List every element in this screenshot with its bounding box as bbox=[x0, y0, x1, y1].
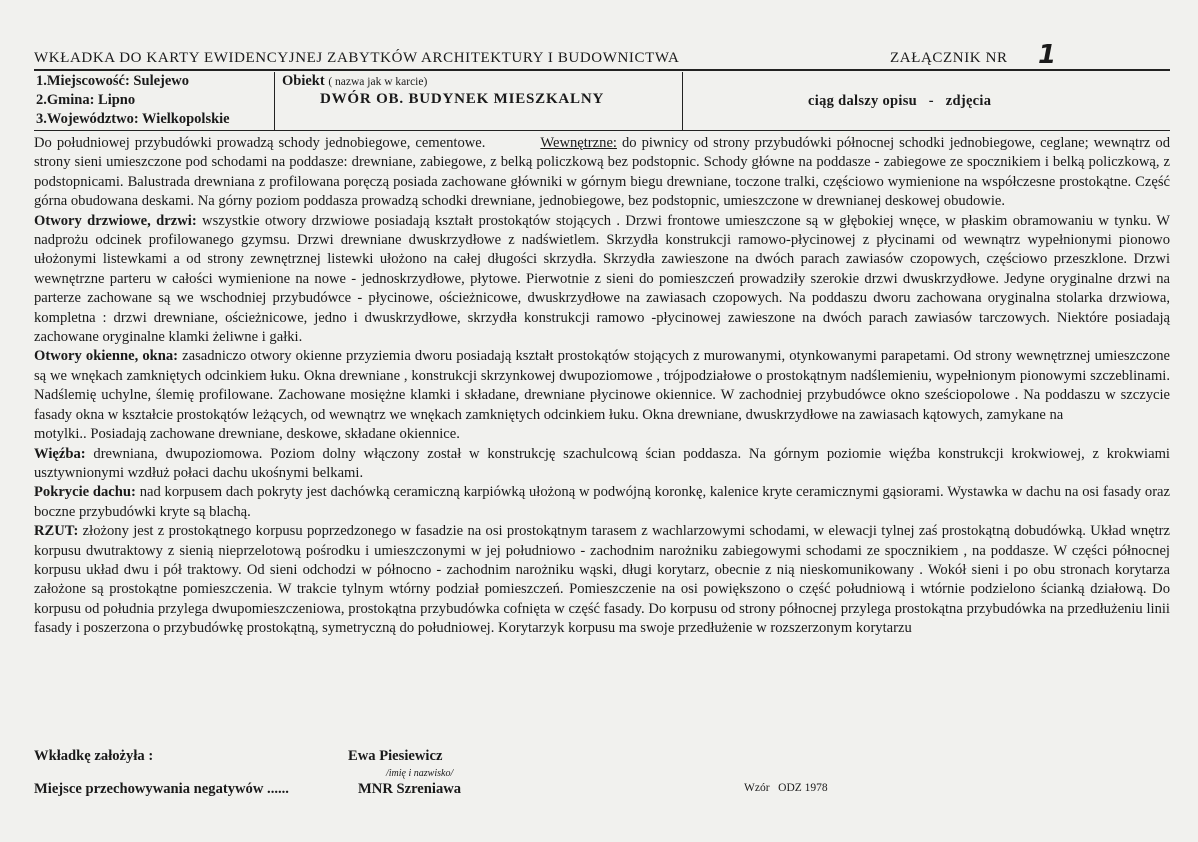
object-name: DWÓR OB. BUDYNEK MIESZKALNY bbox=[320, 91, 605, 107]
info-box bbox=[34, 72, 1170, 131]
paragraph-plan: RZUT: złożony jest z prostokątnego korpusu poprzedzonego w fasadzie na osi prostokątnym tarasem z wachlarzowymi schodami, w elewacji tylnej zaś prostokątną dobudówką. Układ wnętrz korpusu dwutraktowy z sienią nieprzelotową pośrodku i umieszczonymi w jej południowo - zachodnim narożniku zabiegowymi schodami ze spocznikiem , na poddasze. W części północnej korpusu układ dwu i pół traktowy. Od sieni odchodzi w północno - zachodnim narożniku wąski, długi korytarz, obecnie z nią nieskomunikowany . Wokół sieni i po obu stronach korytarza założone są prostokątne pomieszczenia. W trakcie tylnym wtórny podział pomieszczeń. Pomieszczenie na osi powiększono o część południową i wtórnie podzielono ścianką działową. Do korpusu od południa przylega dwupomieszczeniowa, prostokątna przybudówka cofnięta w część fasady. Do korpusu od strony północnej przylega prostokątna przybudówka na przedłużeniu linii fasady i poszerzona o przybudówkę prostokątną, symetryczną do południowej. Korytarzyk korpusu ma swoje przedłużenie w rozszerzonym korytarzu bbox=[34, 523, 1170, 637]
windows-heading: Otwory okienne, okna: bbox=[34, 348, 179, 365]
negatives-place: MNR Szreniawa bbox=[358, 781, 462, 797]
object-label: Obiekt bbox=[282, 73, 325, 89]
locality: 1.Miejscowość: Sulejewo bbox=[36, 73, 190, 89]
annex-label: ZAŁĄCZNIK NR bbox=[890, 50, 1008, 66]
paragraph-truss: Więźba: drewniana, dwupoziomowa. Poziom dolny włączony został w konstrukcję szachulcową ścian poddasza. Na górnym poziomie więźba konstrukcji krokwiowej, z krokwiami usztywnionymi wzdłuż połaci dachu ukośnymi belkami. bbox=[34, 445, 1170, 481]
location-column bbox=[34, 72, 275, 130]
description-body bbox=[34, 134, 1170, 639]
paragraph-doors: Otwory drzwiowe, drzwi: wszystkie otwory drzwiowe posiadają kształt prostokątów stojących . Drzwi frontowe umieszczone są w głębokiej wnęce, w płaskim obramowaniu w tynku. W nadprożu odcinek profilowanego gzymsu. Drzwi drewniane dwuskrzydłowe z nadświetlem. Skrzydła konstrukcji ramowo-płycinowej z płycinami od wewnątrz wypełnionymi pionowo ułożonymi listewkami a od strony zewnętrznej listewki ułożono na całej długości skrzydła. Skrzydła zawieszone na dwóch parach zawiasów czopowych, częściowo przeszklone. Drzwi wewnętrzne parteru w całości wymienione na nowe - jednoskrzydłowe, płytowe. Pierwotnie z sieni do pomieszczeń prowadziły szerokie drzwi dwuskrzydłowe. Jedyne oryginalne drzwi na parterze zachowane są we wschodniej przybudówce - płycinowe, ościeżnicowe, dwuskrzydłowe na zawiasach czopowych. Na poddaszu dworu zachowana oryginalna stolarka drzwiowa, kompletna : drzwi drewniane, ościeżnicowe, jedno i dwuskrzydłowe, skrzydła konstrukcji ramowo -płycinowej zawieszone na dwóch parach zawiasów tarczowych. Niektóre posiadają zachowane oryginalne klamki żeliwne i gałki. bbox=[34, 212, 1170, 346]
paragraph-roof: Pokrycie dachu: nad korpusem dach pokryty jest dachówką ceramiczną karpiówką ułożoną w podwójną koronkę, kalenice kryte ceramicznymi gąsiorami. Wystawka w dachu na osi fasady oraz boczne przybudówki kryte są blachą. bbox=[34, 484, 1171, 520]
doors-heading: Otwory drzwiowe, drzwi: bbox=[34, 212, 197, 229]
truss-heading: Więźba: bbox=[34, 445, 86, 462]
continuation-note: ciąg dalszy opisu - zdjęcia bbox=[808, 93, 992, 109]
founder-label: Wkładkę założyła : bbox=[34, 748, 154, 764]
document-title: WKŁADKA DO KARTY EWIDENCYJNEJ ZABYTKÓW ARCHITEKTURY I BUDOWNICTWA bbox=[34, 50, 680, 66]
annex-number: 1 bbox=[1038, 40, 1057, 70]
document-footer bbox=[34, 748, 1170, 818]
paragraph-stairs: Do południowej przybudówki prowadzą schody jednobiegowe, cementowe. Wewnętrzne: do piwnicy od strony przybudówki północnej schodki jednobiegowe, ceglane; wewnątrz od strony sieni umieszczone pod schodami na poddasze: drewniane, zabiegowe, z belką policzkową bez podstopnic. Schody główne na poddasze - zabiegowe ze spocznikiem i belką policzkową, z podstopnicami. Balustrada drewniana z profilowana poręczą posiada zachowane główniki w górnym biegu drewniane, toczone tralki, częściowo wymienione na współczesne prostokątne. Część górna obudowana deskami. Na górny poziom poddasza prowadzą schodki drewniane, jednobiegowe, bez podstopnic, umieszczone w drewnianej deskowej obudowie. bbox=[34, 135, 1170, 210]
object-column bbox=[276, 72, 683, 130]
interior-heading: Wewnętrzne: bbox=[540, 135, 617, 151]
voivodeship: 3.Województwo: Wielkopolskie bbox=[36, 111, 230, 127]
commune: 2.Gmina: Lipno bbox=[36, 92, 136, 108]
template-code: Wzór ODZ 1978 bbox=[744, 782, 828, 794]
negatives-label: Miejsce przechowywania negatywów ...... bbox=[34, 781, 289, 797]
plan-heading: RZUT: bbox=[34, 523, 79, 540]
paragraph-windows-tail: motylki.. Posiadają zachowane drewniane, deskowe, składane okiennice. bbox=[34, 426, 460, 443]
paragraph-windows: Otwory okienne, okna: zasadniczo otwory okienne przyziemia dworu posiadają kształt prostokątów stojących z murowanymi, otynkowanymi parapetami. Od strony wewnętrznej umieszczone są we wnękach zamkniętych odcinkiem łuku. Okna drewniane , konstrukcji skrzynkowej dwupoziomowe , trójpodziałowe o prostokątnym nadślemieniu, wypełnionym pionowymi szczeblinami. Nadślemię uchylne, ślemię profilowane. Zachowane mosiężne klamki i składane, drewniane płycinowe okiennice. W zachodniej przybudówce okno sześciopolowe . Na poddaszu w szczycie fasady okna w kształcie prostokątów leżących, od wewnątrz we wnękach zamkniętych odcinkiem łuku. Okna drewniane, dwuskrzydłowe na zawiasach kątowych, zamykane na bbox=[34, 348, 1171, 423]
continuation-column bbox=[684, 72, 1170, 130]
roof-heading: Pokrycie dachu: bbox=[34, 484, 136, 501]
object-hint: ( nazwa jak w karcie) bbox=[328, 76, 428, 88]
founder-name: Ewa Piesiewicz bbox=[348, 748, 443, 764]
name-hint: /imię i nazwisko/ bbox=[386, 768, 454, 779]
header-rule bbox=[34, 69, 1170, 71]
document-header bbox=[34, 40, 1170, 70]
